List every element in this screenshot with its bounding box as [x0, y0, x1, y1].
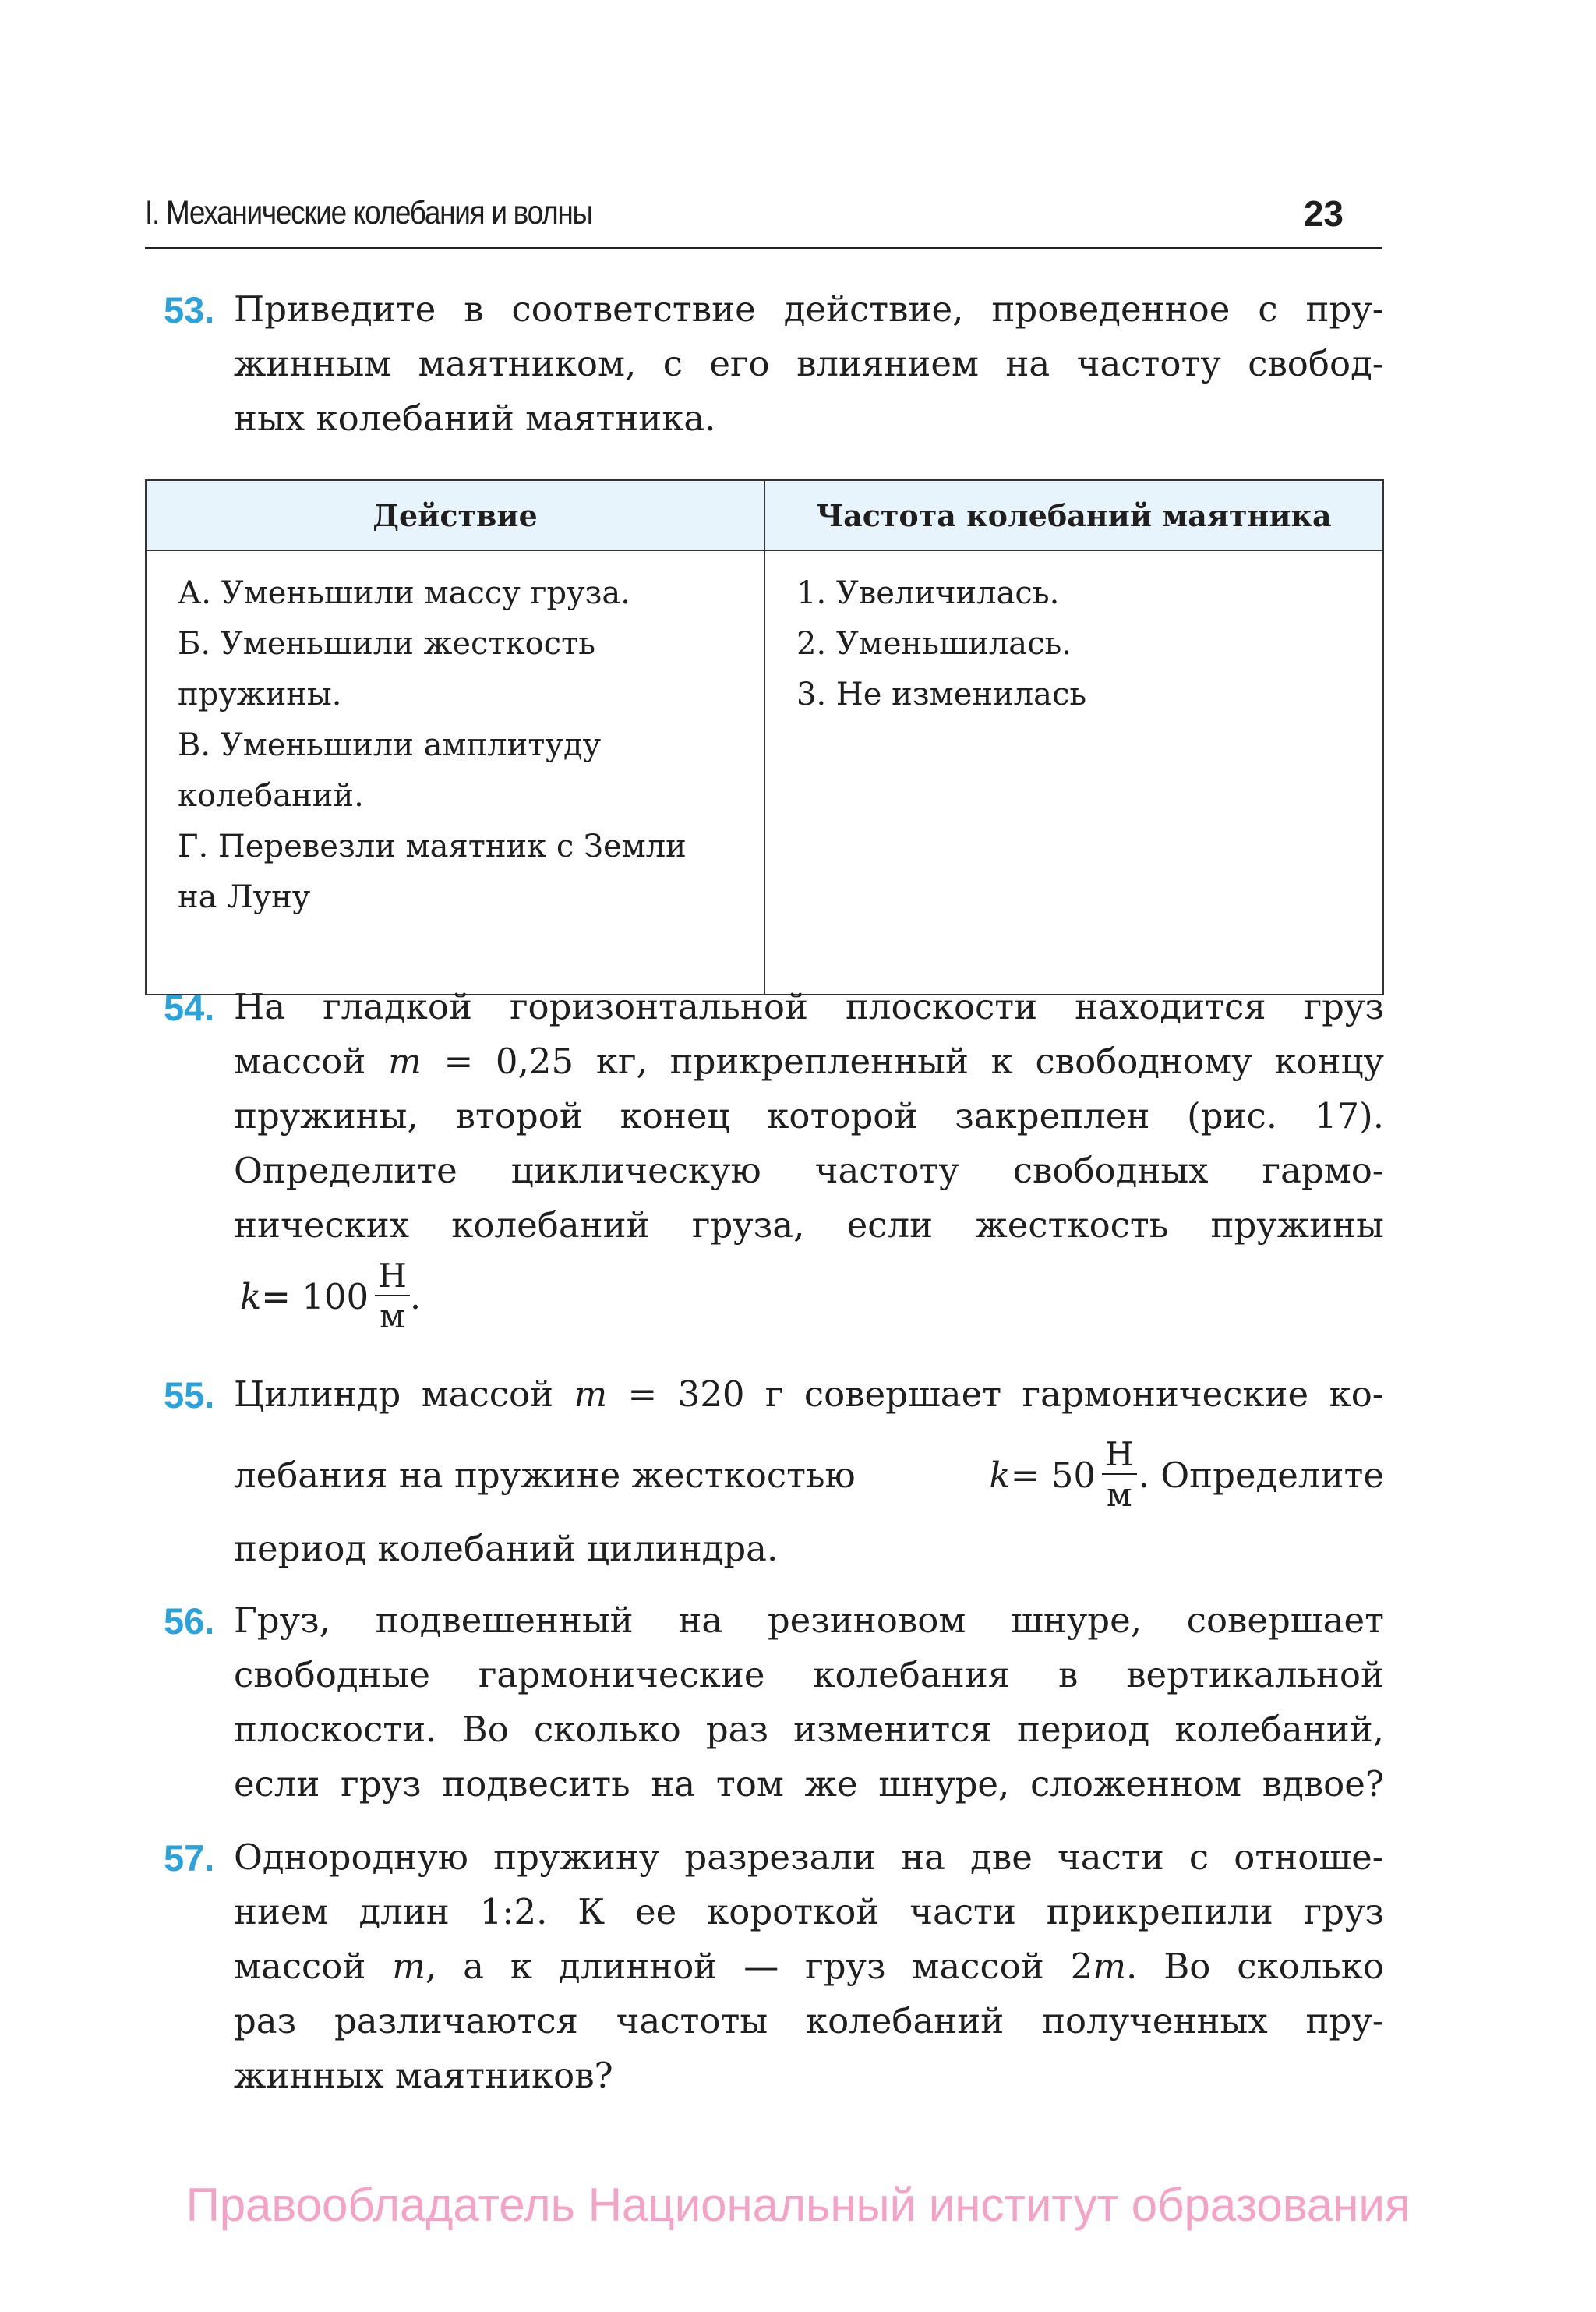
unit-fraction: [1102, 1434, 1137, 1514]
problem-53: [164, 288, 1384, 460]
problem-number: 53.: [164, 289, 215, 331]
action-item: Г. Перевезли маятник с Земли: [178, 829, 687, 864]
text-line: пружины, второй конец которой закреплен (рис. 17).: [234, 1095, 1384, 1137]
page-number: 23: [1303, 193, 1344, 234]
problem-54: [164, 986, 1384, 1360]
problem-55: [164, 1373, 1384, 1576]
effects-cell: [764, 550, 1383, 995]
text-span: . Определите: [1138, 1454, 1384, 1496]
unit-denominator: м: [1106, 1476, 1132, 1514]
matching-table: [145, 479, 1384, 995]
formula-end: .: [409, 1275, 422, 1317]
text-line: [234, 1428, 1384, 1522]
text-span: лебания на пружине жесткостью: [234, 1454, 856, 1496]
text-span: Цилиндр массой: [234, 1373, 574, 1415]
effect-item: 3. Не изменилась: [796, 677, 1087, 712]
text-span: = 320 г совершает гармонические ко-: [607, 1373, 1384, 1415]
copyright-watermark: Правообладатель Национальный институт образования: [185, 2179, 1411, 2231]
variable-k: k: [240, 1275, 262, 1317]
text-line: раз различаются частоты колебаний полученных пру-: [234, 2000, 1384, 2042]
action-item: А. Уменьшили массу груза.: [178, 575, 630, 611]
text-line: если груз подвесить на том же шнуре, сложенном вдвое?: [234, 1763, 1384, 1805]
text-line: свободные гармонические колебания в вертикальной: [234, 1654, 1384, 1695]
text-line: плоскости. Во сколько раз изменится период колебаний,: [234, 1709, 1384, 1750]
text-span: массой: [234, 1041, 389, 1082]
problem-number: 56.: [164, 1600, 215, 1642]
action-item: колебаний.: [178, 778, 364, 814]
action-item: пружины.: [178, 677, 342, 712]
actions-cell: [146, 550, 764, 995]
variable-k: k: [989, 1454, 1011, 1496]
text-line: жинных маятников?: [234, 2055, 613, 2096]
text-line: нических колебаний груза, если жесткость пружины: [234, 1204, 1384, 1246]
text-line: На гладкой горизонтальной плоскости находится груз: [234, 986, 1384, 1027]
formula-value: = 50: [1010, 1454, 1096, 1496]
action-item: на Луну: [178, 879, 311, 915]
problem-57: [164, 1837, 1384, 2109]
text-line: Определите циклическую частоту свободных гармо-: [234, 1150, 1384, 1191]
unit-numerator: Н: [1102, 1437, 1137, 1475]
column-header-action: Действие: [146, 480, 764, 550]
text-line: период колебаний цилиндра.: [234, 1528, 779, 1569]
formula-value: = 100: [261, 1275, 369, 1317]
text-line: Груз, подвешенный на резиновом шнуре, совершает: [234, 1600, 1384, 1641]
text-span: , а к длинной — груз массой 2: [425, 1946, 1093, 1987]
unit-denominator: м: [380, 1297, 405, 1336]
variable-m: m: [1093, 1946, 1126, 1987]
text-line: жинным маятником, с его влиянием на частоту свобод-: [234, 343, 1384, 384]
text-line: нием длин 1:2. К ее короткой части прикрепили груз: [234, 1891, 1384, 1932]
text-line: Однородную пружину разрезали на две части с отноше-: [234, 1837, 1384, 1878]
formula-inline: [989, 1434, 1384, 1514]
problem-56: [164, 1600, 1384, 1818]
text-line: [234, 1946, 1384, 1987]
problem-number: 54.: [164, 987, 215, 1028]
formula-line: [234, 1259, 1384, 1334]
variable-m: m: [388, 1041, 422, 1082]
text-line: ных колебаний маятника.: [234, 398, 716, 439]
running-header: [145, 191, 1382, 249]
effect-item: 2. Уменьшилась.: [796, 626, 1072, 662]
unit-numerator: Н: [375, 1259, 410, 1296]
unit-fraction: [375, 1259, 410, 1334]
column-header-frequency: Частота колебаний маятника: [764, 480, 1383, 550]
variable-m: m: [574, 1373, 608, 1415]
action-item: Б. Уменьшили жесткость: [178, 626, 595, 662]
text-span: = 0,25 кг, прикрепленный к свободному концу: [421, 1041, 1384, 1082]
effect-item: 1. Увеличилась.: [796, 575, 1060, 611]
problem-number: 55.: [164, 1374, 215, 1416]
text-line: [234, 1373, 1384, 1415]
chapter-title: I. Механические колебания и волны: [145, 194, 592, 232]
text-span: . Во сколько: [1125, 1946, 1385, 1987]
text-line: [234, 1041, 1384, 1082]
variable-m: m: [392, 1946, 425, 1987]
problem-number: 57.: [164, 1837, 215, 1879]
text-span: массой: [234, 1946, 393, 1987]
text-line: Приведите в соответствие действие, проведенное с пру-: [234, 288, 1384, 330]
action-item: В. Уменьшили амплитуду: [178, 727, 602, 763]
